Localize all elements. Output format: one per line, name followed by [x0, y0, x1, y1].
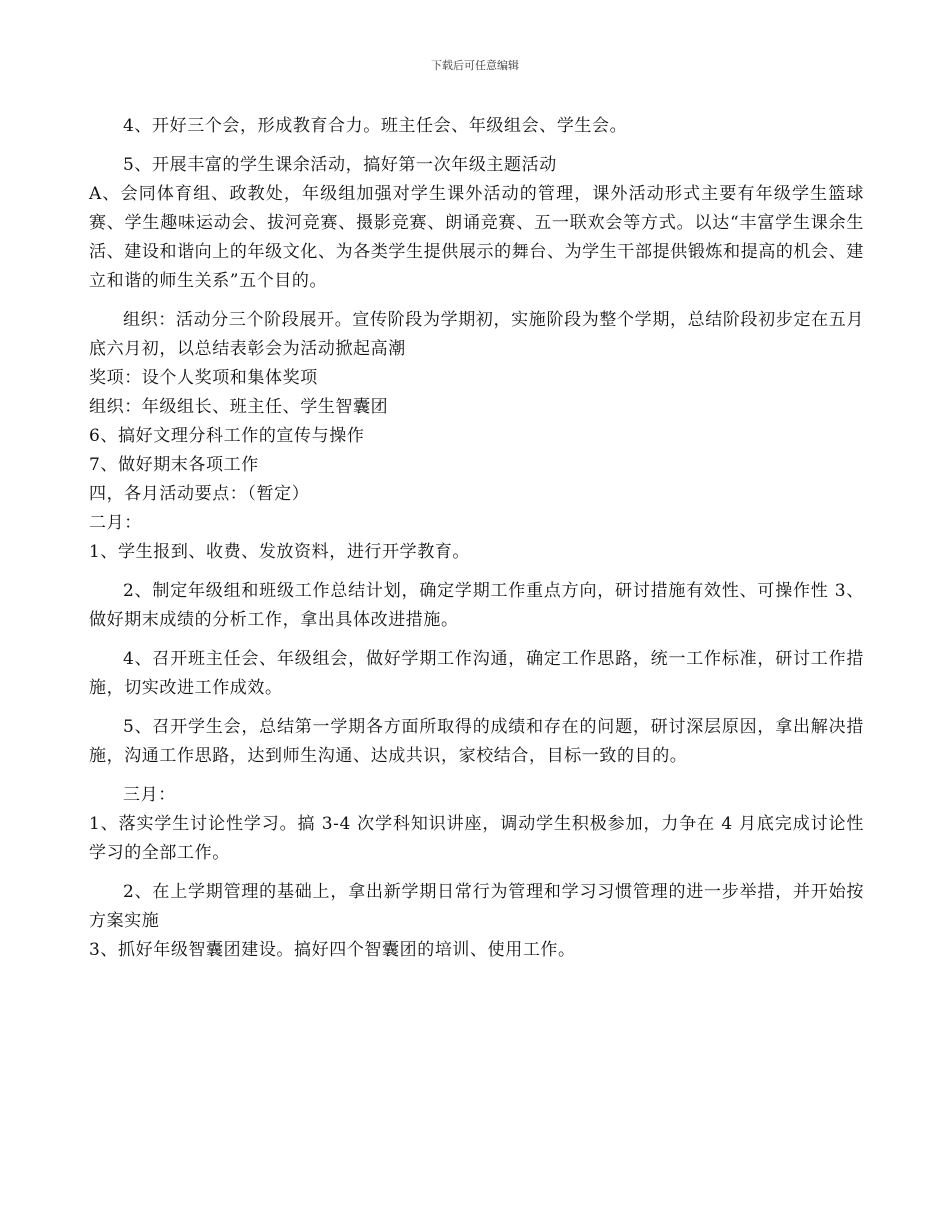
- paragraph-organization-stages: 组织：活动分三个阶段展开。宣传阶段为学期初，实施阶段为整个学期，总结阶段初步定在五月底六月初，以总结表彰会为活动掀起高潮: [89, 310, 864, 359]
- paragraph-work-plan: 2、制定年级组和班级工作总结计划，确定学期工作重点方向，研讨措施有效性、可操作性 3、做好期末成绩的分析工作，拿出具体改进措施。: [89, 581, 864, 630]
- paragraph-student-activities: 5、开展丰富的学生课余活动，搞好第一次年级主题活动: [123, 155, 557, 175]
- paragraph-behavior-management: 2、在上学期管理的基础上，拿出新学期日常行为管理和学习习惯管理的进一步举措，并开始按方案实施: [89, 882, 864, 931]
- month-heading-march: 三月：: [123, 785, 176, 805]
- paragraph-organizers: 组织：年级组长、班主任、学生智囊团: [89, 397, 389, 417]
- paragraph-registration: 1、学生报到、收费、发放资料，进行开学教育。: [89, 542, 471, 562]
- month-heading-february: 二月：: [89, 513, 142, 533]
- paragraph-inquiry-learning: 1、落实学生讨论性学习。搞 3-4 次学科知识讲座，调动学生积极参加，力争在 4 月底完成讨论性学习的全部工作。: [89, 814, 864, 863]
- paragraph-think-tank: 3、抓好年级智囊团建设。搞好四个智囊团的培训、使用工作。: [89, 940, 576, 960]
- paragraph-subject-division: 6、搞好文理分科工作的宣传与操作: [89, 426, 365, 446]
- paragraph-activity-details: A、会同体育组、政教处，年级组加强对学生课外活动的管理，课外活动形式主要有年级学生篮球赛、学生趣味运动会、拔河竞赛、摄影竞赛、朗诵竞赛、五一联欢会等方式。以达“丰富学生课余生活、建设和谐向上的年级文化、为各类学生提供展示的舞台、为学生干部提供锻炼和提高的机会、建立和谐的师生关系”五个目的。: [89, 184, 864, 291]
- paragraph-teacher-meetings: 4、召开班主任会、年级组会，做好学期工作沟通，确定工作思路，统一工作标准，研讨工作措施，切实改进工作成效。: [89, 649, 864, 698]
- paragraph-term-end: 7、做好期末各项工作: [89, 455, 259, 475]
- paragraph-awards: 奖项：设个人奖项和集体奖项: [89, 368, 318, 388]
- page-header: 下载后可任意编辑: [431, 59, 519, 72]
- paragraph-three-meetings: 4、开好三个会，形成教育合力。班主任会、年级组会、学生会。: [123, 116, 628, 136]
- paragraph-student-council: 5、召开学生会，总结第一学期各方面所取得的成绩和存在的问题，研讨深层原因，拿出解决措施，沟通工作思路，达到师生沟通、达成共识，家校结合，目标一致的目的。: [89, 717, 864, 766]
- document-body: [89, 112, 864, 965]
- section-heading-monthly: 四，各月活动要点：（暂定）: [89, 484, 310, 504]
